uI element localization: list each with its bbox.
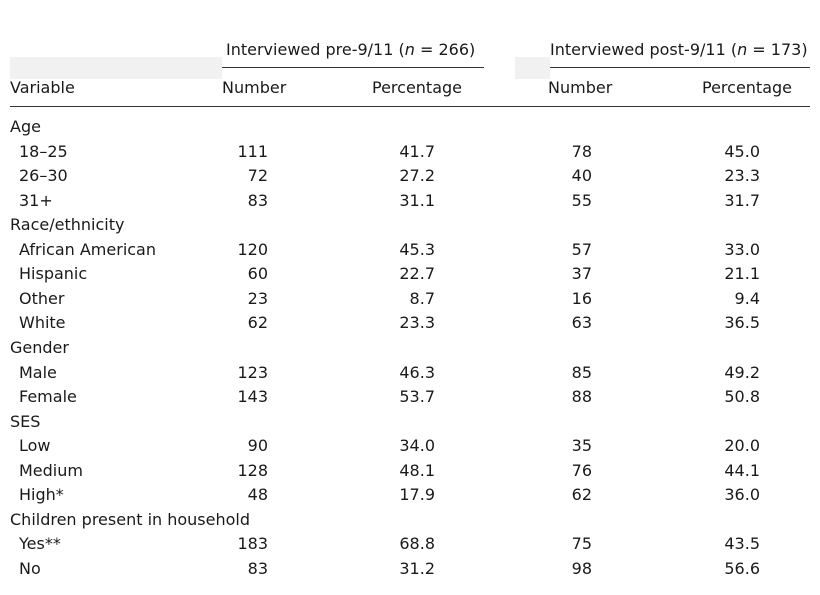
col-header-variable: Variable (10, 78, 75, 97)
cell-percentage-pre: 68.8 (399, 534, 435, 553)
cell-number-pre: 143 (237, 387, 268, 406)
row-label: Female (19, 387, 77, 406)
cell-percentage-post: 31.7 (724, 191, 760, 210)
cell-percentage-post: 21.1 (724, 264, 760, 283)
cell-number-post: 63 (571, 313, 592, 332)
cell-percentage-pre: 23.3 (399, 313, 435, 332)
cell-percentage-post: 43.5 (724, 534, 760, 553)
cell-percentage-post: 33.0 (724, 240, 760, 259)
cell-number-post: 37 (571, 264, 592, 283)
cell-number-pre: 90 (247, 436, 268, 455)
cell-percentage-post: 56.6 (724, 559, 760, 578)
cell-percentage-pre: 27.2 (399, 166, 435, 185)
cell-percentage-post: 45.0 (724, 142, 760, 161)
header-shade-left (10, 57, 222, 79)
row-group-label: SES (10, 412, 41, 431)
row-label: Yes** (19, 534, 61, 553)
row-label: No (19, 559, 41, 578)
cell-percentage-pre: 22.7 (399, 264, 435, 283)
cell-percentage-pre: 48.1 (399, 461, 435, 480)
row-label: 18–25 (19, 142, 68, 161)
row-label: Other (19, 289, 65, 308)
cell-percentage-pre: 45.3 (399, 240, 435, 259)
cell-number-pre: 23 (247, 289, 268, 308)
col-header-percentage-post: Percentage (702, 78, 793, 97)
cell-number-post: 55 (571, 191, 592, 210)
cell-percentage-post: 36.5 (724, 313, 760, 332)
cell-number-pre: 111 (237, 142, 268, 161)
col-header-number-post: Number (548, 78, 613, 97)
group-header-pre: Interviewed pre-9/11 (n = 266) (226, 40, 476, 59)
cell-number-post: 88 (571, 387, 592, 406)
col-header-number-pre: Number (222, 78, 287, 97)
cell-number-pre: 60 (247, 264, 268, 283)
row-group-label: Age (10, 117, 41, 136)
cell-number-pre: 48 (247, 485, 268, 504)
rule-group-post (550, 67, 810, 68)
cell-number-post: 85 (571, 363, 592, 382)
cell-number-pre: 62 (247, 313, 268, 332)
cell-percentage-post: 20.0 (724, 436, 760, 455)
rule-header (10, 106, 810, 107)
row-label: High* (19, 485, 64, 504)
cell-number-post: 57 (571, 240, 592, 259)
cell-number-pre: 128 (237, 461, 268, 480)
row-group-label: Gender (10, 338, 69, 357)
row-group-label: Children present in household (10, 510, 251, 529)
row-label: Hispanic (19, 264, 88, 283)
cell-percentage-pre: 31.2 (399, 559, 435, 578)
cell-percentage-post: 50.8 (724, 387, 760, 406)
cell-number-pre: 183 (237, 534, 268, 553)
cell-number-pre: 83 (247, 191, 268, 210)
cell-number-post: 35 (571, 436, 592, 455)
group-header-post: Interviewed post-9/11 (n = 173) (550, 40, 808, 59)
row-label: White (19, 313, 66, 332)
cell-number-pre: 123 (237, 363, 268, 382)
cell-percentage-post: 36.0 (724, 485, 760, 504)
row-label: African American (19, 240, 156, 259)
cell-percentage-pre: 17.9 (399, 485, 435, 504)
cell-number-post: 75 (571, 534, 592, 553)
row-label: Male (19, 363, 57, 382)
col-header-percentage-pre: Percentage (372, 78, 463, 97)
row-group-label: Race/ethnicity (10, 215, 125, 234)
cell-number-post: 40 (571, 166, 592, 185)
cell-percentage-post: 9.4 (734, 289, 760, 308)
cell-number-post: 16 (571, 289, 592, 308)
row-label: Low (19, 436, 51, 455)
rule-group-pre (222, 67, 484, 68)
cell-percentage-pre: 31.1 (399, 191, 435, 210)
cell-percentage-pre: 46.3 (399, 363, 435, 382)
cell-number-pre: 72 (247, 166, 268, 185)
cell-number-post: 76 (571, 461, 592, 480)
row-label: 26–30 (19, 166, 68, 185)
cell-percentage-post: 49.2 (724, 363, 760, 382)
cell-percentage-pre: 8.7 (409, 289, 435, 308)
cell-number-pre: 120 (237, 240, 268, 259)
cell-percentage-pre: 34.0 (399, 436, 435, 455)
cell-number-post: 62 (571, 485, 592, 504)
header-shade-right (515, 57, 550, 79)
cell-number-post: 98 (571, 559, 592, 578)
cell-number-post: 78 (571, 142, 592, 161)
cell-percentage-post: 23.3 (724, 166, 760, 185)
cell-number-pre: 83 (247, 559, 268, 578)
cell-percentage-pre: 41.7 (399, 142, 435, 161)
cell-percentage-pre: 53.7 (399, 387, 435, 406)
row-label: Medium (19, 461, 83, 480)
cell-percentage-post: 44.1 (724, 461, 760, 480)
row-label: 31+ (19, 191, 53, 210)
